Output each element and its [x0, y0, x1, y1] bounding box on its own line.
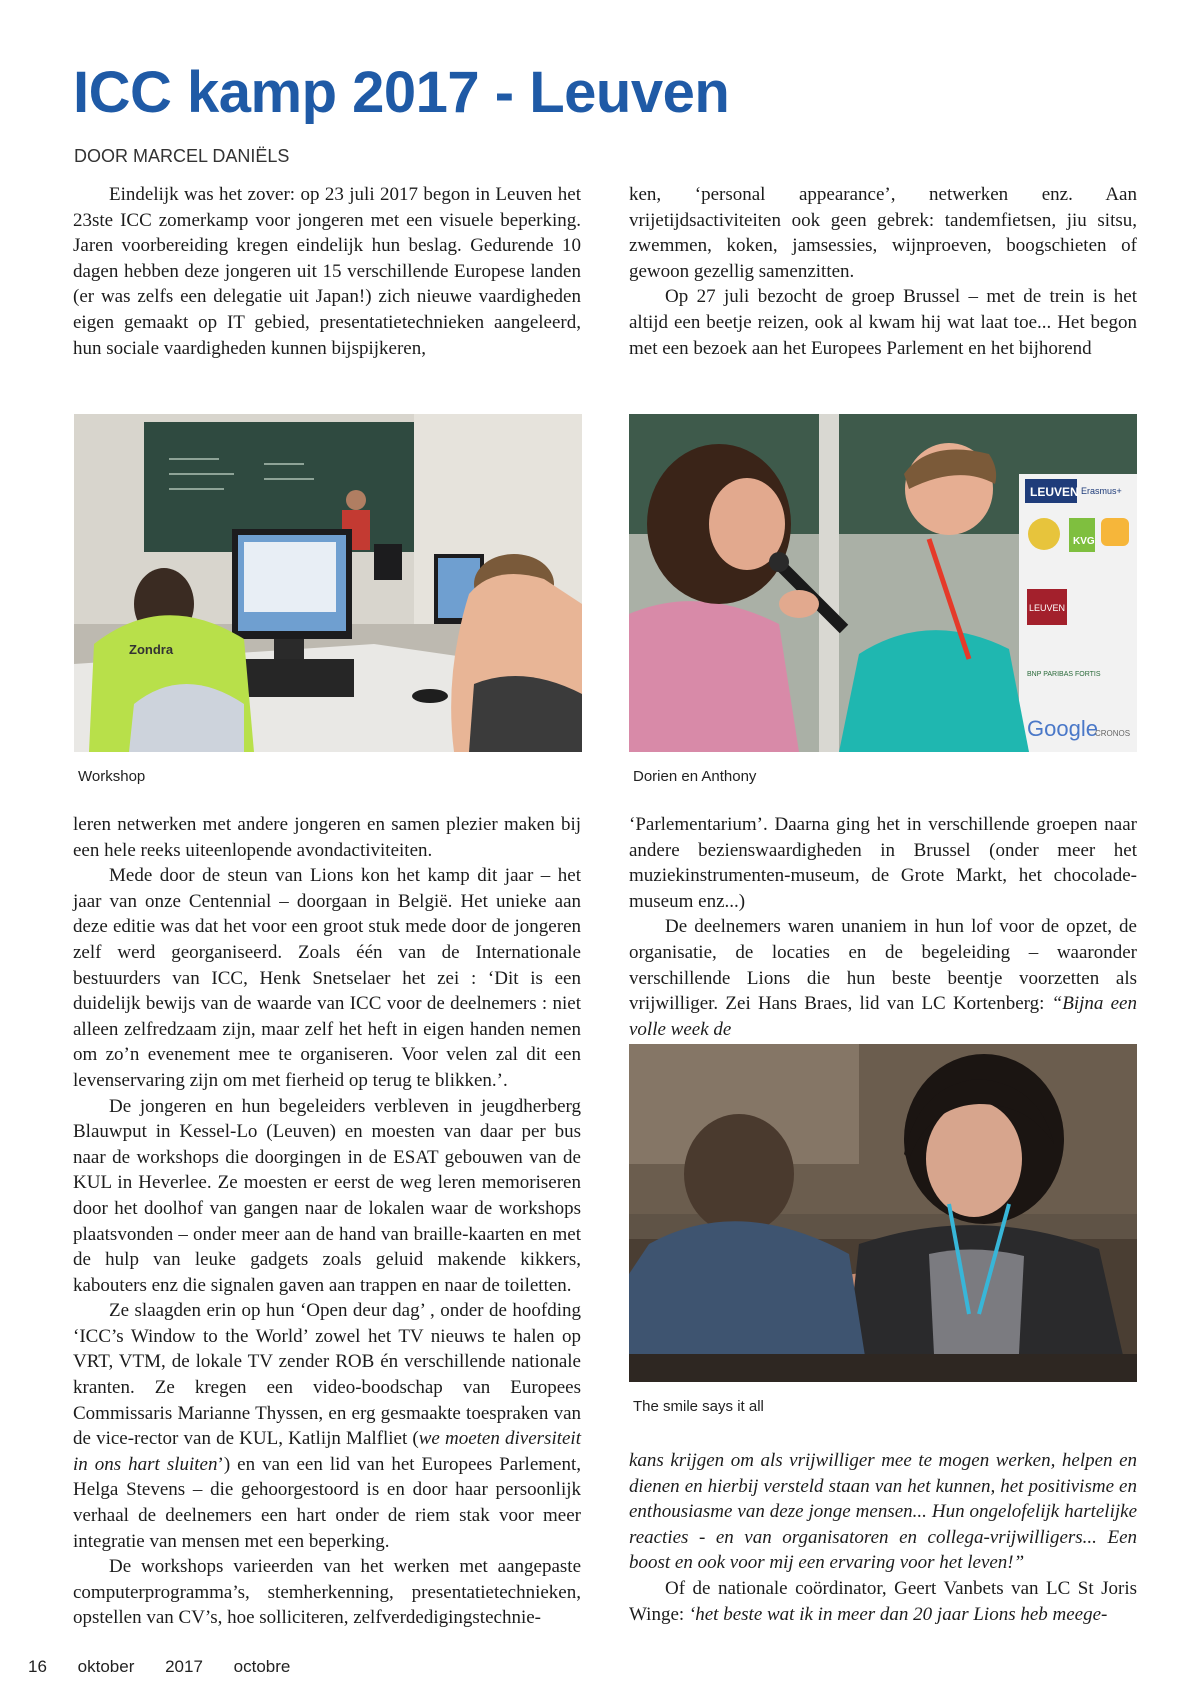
quote-braes: “Bijna een volle week de — [629, 993, 1137, 1040]
dorien-anthony-image — [629, 414, 1137, 752]
caption-dorien-anthony: Dorien en Anthony — [633, 768, 757, 785]
column-2-bottom — [629, 1448, 1137, 1627]
logo-google: Google — [1027, 716, 1098, 741]
paragraph: Mede door de steun van Lions kon het kamp dit jaar – het jaar van onze Centennial – doorgaan in België. Het unieke aan deze editie was dat het voor een groot stuk mede door de jongeren zelf werd georganiseerd. Zoals één van de Internationale bestuurders van ICC, Henk Snetselaer het zei : ‘Dit is een duidelijk bewijs van de waarde van ICC voor de deelnemers : niet alleen zelfredzaam zijn, maar zelf het heft in eigen handen nemen om zo’n evenement mee te organiseren. Voor velen zal dit een levenservaring zijn om met fierheid op terug te blikken.’. — [73, 865, 581, 1091]
footer-year: 2017 — [165, 1657, 203, 1676]
logo-bnp: BNP PARIBAS FORTIS — [1027, 671, 1101, 678]
logo-leuven: LEUVEN — [1030, 485, 1079, 499]
column-2-top — [629, 182, 1137, 361]
logo-kvg: KVG — [1073, 536, 1095, 547]
paragraph — [73, 1298, 581, 1554]
logo-erasmus: Erasmus+ — [1081, 486, 1122, 496]
article-title: ICC kamp 2017 - Leuven — [73, 60, 730, 125]
column-1-bottom — [73, 812, 581, 1631]
photo-smile — [629, 1044, 1137, 1382]
quote-vanbets: ‘het beste wat ik in meer dan 20 jaar Lions heb meege- — [688, 1603, 1108, 1625]
photo-workshop — [74, 414, 582, 752]
paragraph — [629, 914, 1137, 1042]
paragraph: De jongeren en hun begeleiders verbleven in jeugdherberg Blauwput in Kessel-Lo (Leuven) en moesten van daar per bus naar de workshops die doorgingen in de ESAT gebouwen van de KUL in Heverlee. Ze moesten er eerst de weg leren memoriseren door het doolhof van gangen naar de lokalen waar de workshops plaatsvonden – onder meer aan de hand van braille-kaarten en met de hulp van leuke gadgets zoals geluid makende kikkers, kabouters enz die signalen gaven aan trappen en naar de toiletten. — [73, 1095, 581, 1296]
photo-dorien-anthony — [629, 414, 1137, 752]
column-2-middle — [629, 812, 1137, 1042]
footer-month-nl: oktober — [77, 1657, 135, 1676]
logo-cronos: CRONOS — [1095, 729, 1131, 738]
paragraph: ken, ‘personal appearance’, netwerken enz. Aan vrijetijdsactiviteiten ook geen gebrek: tandemfietsen, jiu sitsu, zwemmen, koken, jamsessies, wijnproeven, boogschieten of gewoon gezellig samenzitten. — [629, 184, 1137, 282]
paragraph-text: Ze slaagden erin op hun ‘Open deur dag’ , onder de hoofding ‘ICC’s Window to the World’ zowel het TV nieuws te halen op VRT, VTM, de lokale TV zender ROB én verschillende nationale kranten. Ze kregen een video-boodschap van Europees Commissaris Marianne Thyssen, en erg gesmaakte toespraken van de vice-rector van de KUL, Katlijn Malfliet ( — [73, 1300, 581, 1450]
footer-month-fr: octobre — [233, 1657, 291, 1676]
quote-braes-continued: kans krijgen om als vrijwilliger mee te mogen werken, helpen en dienen en hierbij versteld staan van het kunnen, het positivisme en enthousiasme van deze jonge mensen... Hun ongelofelijk hartelijke reacties - en van organisatoren en collega-vrijwilligers... Een boost en ook voor mij een ervaring voor het leven!” — [629, 1450, 1137, 1574]
caption-workshop: Workshop — [78, 768, 146, 785]
shirt-text: Zondra — [129, 642, 174, 657]
paragraph — [629, 1576, 1137, 1627]
paragraph — [629, 1448, 1137, 1576]
workshop-image — [74, 414, 582, 752]
paragraph: Eindelijk was het zover: op 23 juli 2017 begon in Leuven het 23ste ICC zomerkamp voor jongeren met een visuele beperking. Jaren voorbereiding kregen eindelijk hun beslag. Gedurende 10 dagen hebben deze jongeren uit 15 verschillende Europese landen (er was zelfs een delegatie uit Japan!) zich nieuwe vaardigheden eigen gemaakt op IT gebied, presentatietechnieken aangeleerd, hun sociale vaardigheden kunnen bijspijkeren, — [73, 184, 581, 359]
page-number: 16 — [28, 1657, 47, 1676]
paragraph: De workshops varieerden van het werken met aangepaste computerprogramma’s, stemherkenning, presentatietechnieken, opstellen van CV’s, hoe solliciteren, zelfverdedigingstechnie- — [73, 1556, 581, 1629]
smile-image — [629, 1044, 1137, 1382]
caption-smile: The smile says it all — [633, 1398, 764, 1415]
page-footer — [28, 1657, 316, 1677]
paragraph-text: Of de nationale coördinator, Geert Vanbets van LC St Joris Winge: — [629, 1577, 1137, 1625]
paragraph-text: ’) en van een lid van het Europees Parlement, Helga Stevens – die gehoorgestoord is en door haar persoonlijk verhaal de deelnemers een hart onder de riem stak voor meer integratie van mensen met een beperking. — [73, 1453, 582, 1552]
column-1-top — [73, 182, 581, 361]
paragraph: Op 27 juli bezocht de groep Brussel – met de trein is het altijd een beetje reizen, ook al kwam hij wat laat toe... Het begon met een bezoek aan het Europees Parlement en het bijhorend — [629, 286, 1137, 359]
logo-leuven-2: LEUVEN — [1029, 603, 1066, 613]
paragraph: ‘Parlementarium’. Daarna ging het in verschillende groepen naar andere bezienswaardigheden in Brussel (onder meer het muziekinstrumenten-museum, de Grote Markt, het chocolade-museum enz...) — [629, 814, 1137, 912]
article-byline: DOOR MARCEL DANIËLS — [74, 146, 290, 166]
paragraph-text: De deelnemers waren unaniem in hun lof voor de opzet, de organisatie, de locaties en de begeleiding – waaronder verschillende Lions die hun beste beentje voorzetten als vrijwilliger. Zei Hans Braes, lid van LC Kortenberg: — [629, 916, 1137, 1015]
paragraph: leren netwerken met andere jongeren en samen plezier maken bij een hele reeks uiteenlopende avondactiviteiten. — [73, 814, 581, 861]
quote-malfliet: we moeten diversiteit in ons hart sluiten — [73, 1428, 581, 1475]
